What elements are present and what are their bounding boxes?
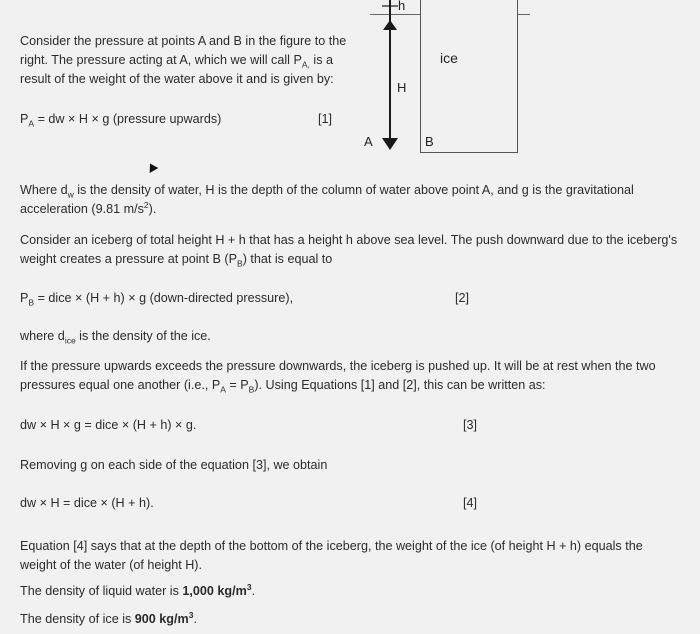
equation-2-number: [2] (455, 291, 470, 305)
intro-line-2: right. The pressure acting at A, which we will call $P_{A,}$ is a (20, 53, 333, 70)
equation-4-para-line-2: weight of the water (of height H). (20, 558, 203, 572)
equilibrium-line-2: pressures equal one another (i.e., $P_A = P_B$). Using Equations [1] and [2], this can be written as: (20, 378, 546, 395)
H-label: H (397, 80, 407, 95)
equation-4: dw × H = dice × (H + h). (20, 496, 154, 510)
where-dice-line: where $d_{ice}$ is the density of the ice. (20, 329, 211, 346)
where-dw-line-1: Where $d_w$ is the density of water, H is the depth of the column of water above point A, and g is the gravitational (20, 183, 634, 200)
equation-3: dw × H × g = dice × (H + h) × g. (20, 418, 197, 432)
equation-4-para-line-1: Equation [4] says that at the depth of the bottom of the iceberg, the weight of the ice (of height H + h) equals the (20, 539, 643, 553)
removing-line: Removing g on each side of the equation [3], we obtain (20, 458, 328, 472)
where-dw-line-2: acceleration (9.81 $m/s^2$). (20, 199, 157, 216)
equation-2: $P_B$ = dice × (H + h) × g (down-directed pressure), (20, 291, 294, 308)
H-arrow-line (389, 30, 391, 146)
iceberg-line-1: Consider an iceberg of total height H + h that has a height h above sea level. The push downward due to the iceberg's (20, 233, 678, 247)
iceberg-box (420, 0, 518, 153)
point-B-label: B (425, 134, 434, 149)
equation-1: $P_A$ = dw × H × g (pressure upwards) (20, 112, 222, 129)
intro-line-3: result of the weight of the water above it and is given by: (20, 72, 334, 86)
equation-1-number: [1] (318, 112, 333, 126)
equilibrium-line-1: If the pressure upwards exceeds the pressure downwards, the iceberg is pushed up. It will be at rest when the two (20, 359, 656, 373)
equation-3-number: [3] (463, 418, 478, 432)
mouse-cursor-icon (146, 161, 159, 173)
density-ice-line: The density of ice is 900 $kg/m^3$. (20, 609, 197, 626)
h-label: h (398, 0, 406, 13)
arrow-down-icon (380, 136, 400, 152)
ice-label: ice (440, 50, 458, 66)
equation-4-number: [4] (463, 496, 478, 510)
iceberg-line-2: weight creates a pressure at point B $(P_B)$ that is equal to (20, 252, 333, 269)
intro-line-1: Consider the pressure at points A and B in the figure to the (20, 34, 347, 48)
point-A-label: A (364, 134, 373, 149)
density-water-line: The density of liquid water is 1,000 $kg/m^3$. (20, 581, 256, 598)
